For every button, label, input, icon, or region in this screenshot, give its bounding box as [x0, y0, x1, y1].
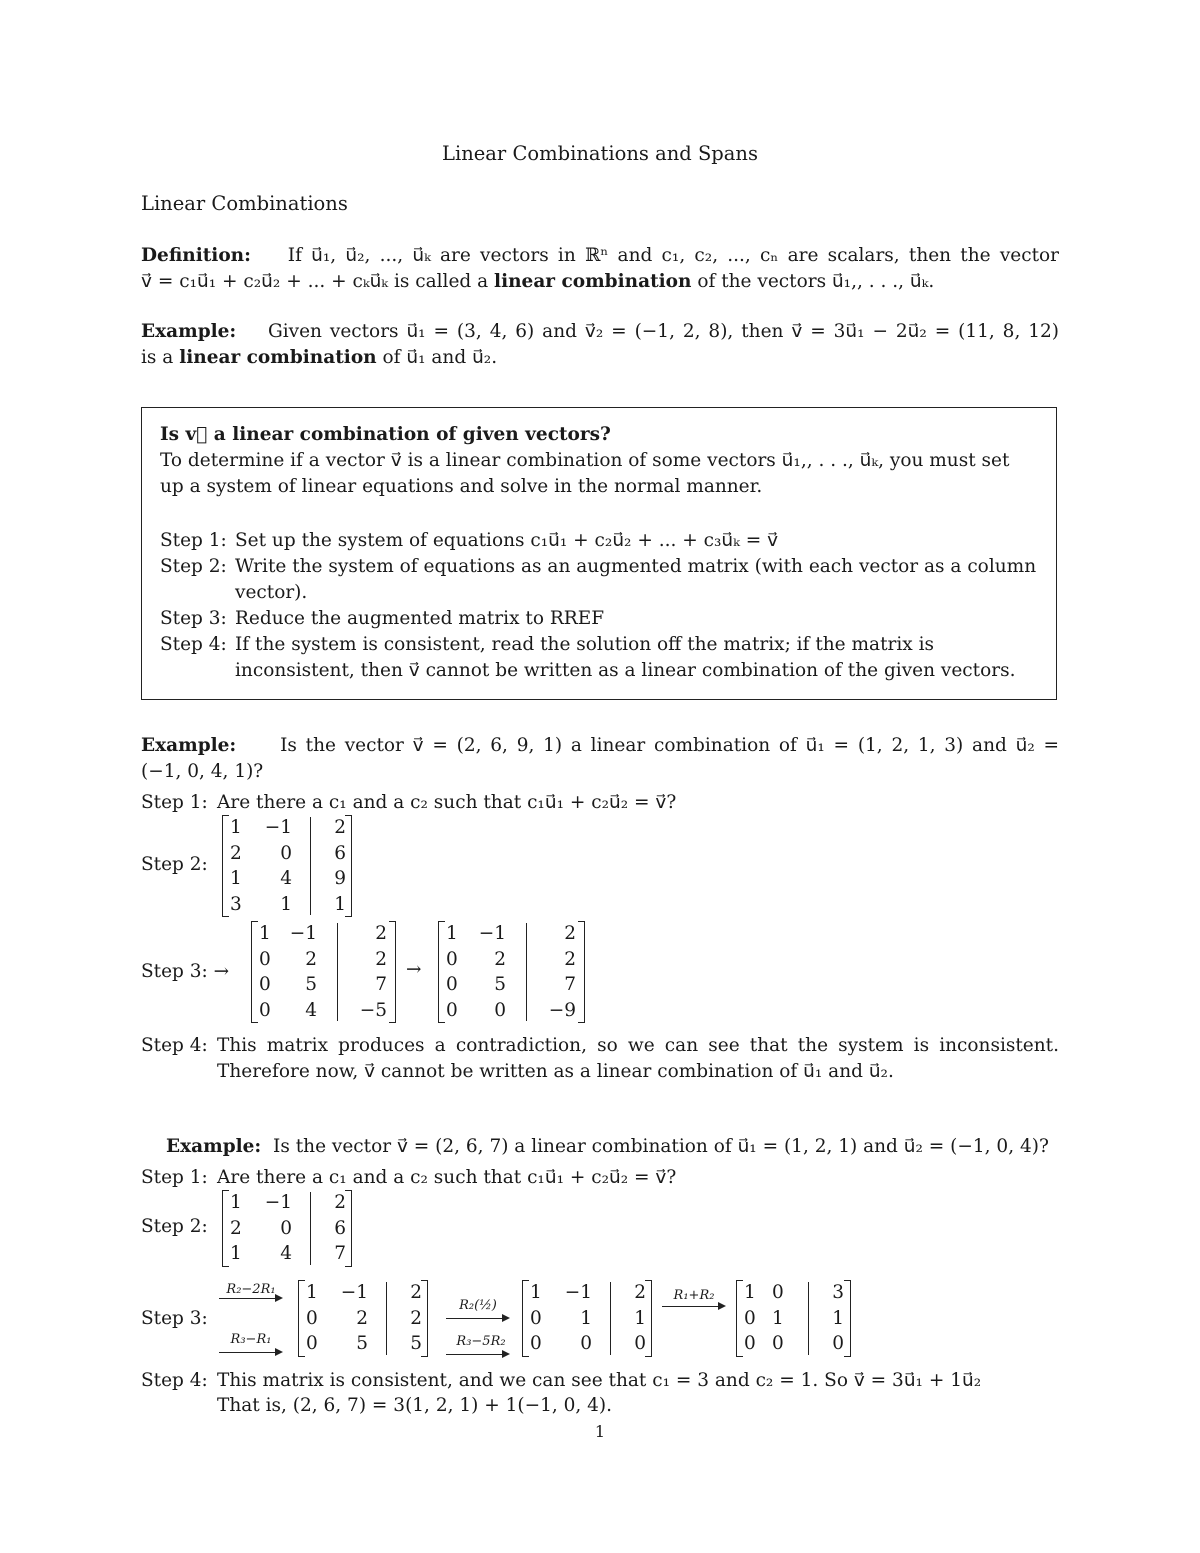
matrix-cell: 0: [446, 999, 458, 1021]
matrix-cell: 0: [634, 1333, 646, 1354]
matrix-right-bracket: [844, 1280, 851, 1357]
box-step4-label: Step 4:: [160, 634, 227, 655]
ex2-step1-text: Are there a c₁ and a c₂ such that c₁u⃗₁ + c₂u⃗₂ = v⃗?: [217, 792, 677, 813]
matrix-cell: 5: [356, 1333, 368, 1354]
ex2-step4-label: Step 4:: [141, 1035, 208, 1056]
ex2-step3-matrix-b: [438, 921, 585, 1023]
ex2-step3-arrow: →: [406, 959, 422, 980]
example2-line2: (−1, 0, 4, 1)?: [141, 761, 264, 782]
ex2-step3-label: Step 3: →: [141, 961, 230, 982]
matrix-cell: 2: [334, 1192, 346, 1213]
ex3-op1-bottom-label: R₃−R₁: [230, 1332, 272, 1347]
ex3-step4-line1: This matrix is consistent, and we can see that c₁ = 3 and c₂ = 1. So v⃗ = 3u⃗₁ + 1u⃗₂: [217, 1370, 982, 1391]
matrix-cell: 0: [446, 974, 458, 995]
definition-paragraph: [141, 243, 1059, 295]
matrix-cell: 0: [494, 999, 506, 1021]
matrix-cell: 0: [744, 1307, 756, 1329]
matrix-cell: 0: [744, 1333, 756, 1354]
ex2-step2-matrix: [222, 815, 352, 917]
matrix-cell: −5: [359, 999, 387, 1021]
box-intro-line2: up a system of linear equations and solve in the normal manner.: [160, 476, 763, 497]
matrix-cell: 2: [564, 948, 576, 970]
matrix-cell: 2: [305, 948, 317, 970]
matrix-cell: −1: [340, 1282, 368, 1303]
matrix-left-bracket: [522, 1280, 529, 1357]
matrix-right-bracket: [645, 1280, 652, 1357]
matrix-cell: −1: [564, 1282, 592, 1303]
matrix-cell: 5: [410, 1333, 422, 1354]
matrix-cell: 0: [280, 842, 292, 864]
matrix-left-bracket: [251, 921, 258, 1023]
matrix-cell: 1: [580, 1307, 592, 1329]
matrix-cell: 1: [230, 1243, 242, 1264]
matrix-cell: 5: [305, 974, 317, 995]
ex3-step4-label: Step 4:: [141, 1370, 208, 1391]
definition-line2b: of the vectors u⃗₁,, . . ., u⃗ₖ.: [697, 271, 935, 292]
box-step4-text: If the system is consistent, read the solution off the matrix; if the matrix is inconsistent, then v⃗ cannot be written as a linear combination of the given vectors.: [235, 634, 1016, 681]
matrix-right-bracket: [389, 921, 396, 1023]
matrix-cell: 9: [334, 868, 346, 889]
matrix-cell: 1: [772, 1307, 784, 1329]
matrix-cell: −1: [289, 923, 317, 944]
matrix-augment-bar: [386, 1282, 387, 1355]
example1-line2a: is a: [141, 347, 174, 368]
procedure-box: [141, 407, 1057, 700]
matrix-cell: 1: [446, 923, 458, 944]
matrix-cell: 6: [334, 842, 346, 864]
ex2-step4-text: This matrix produces a contradiction, so we can see that the system is inconsistent. Therefore now, v⃗ cannot be written as a linear combination of u⃗₁ and u⃗₂.: [217, 1035, 1059, 1082]
matrix-cell: 7: [334, 1243, 346, 1264]
matrix-cell: 1: [634, 1307, 646, 1329]
matrix-augment-bar: [310, 817, 311, 915]
matrix-cell: 7: [564, 974, 576, 995]
matrix-cell: −9: [548, 999, 576, 1021]
matrix-cell: 1: [230, 868, 242, 889]
box-step3-label: Step 3:: [160, 608, 227, 629]
matrix-cell: 0: [530, 1307, 542, 1329]
matrix-cell: 0: [259, 948, 271, 970]
example1-label: Example:: [141, 321, 237, 342]
matrix-cell: 2: [494, 948, 506, 970]
matrix-cell: 0: [530, 1333, 542, 1354]
example2-paragraph: [141, 733, 1059, 785]
example3-line1: Is the vector v⃗ = (2, 6, 7) a linear combination of u⃗₁ = (1, 2, 1) and u⃗₂ = (−1, 0, 4)?: [273, 1136, 1049, 1157]
definition-line2a: v⃗ = c₁u⃗₁ + c₂u⃗₂ + ... + cₖu⃗ₖ is called a: [141, 271, 489, 292]
matrix-left-bracket: [438, 921, 445, 1023]
matrix-cell: 1: [280, 893, 292, 915]
ex3-step2-label: Step 2:: [141, 1216, 208, 1237]
matrix-cell: 1: [530, 1282, 542, 1303]
matrix-right-bracket: [345, 815, 352, 917]
matrix-augment-bar: [808, 1282, 809, 1355]
example2-label: Example:: [141, 735, 237, 756]
matrix-right-bracket: [345, 1190, 352, 1267]
matrix-cell: 2: [356, 1307, 368, 1329]
matrix-cell: 2: [564, 923, 576, 944]
definition-label: Definition:: [141, 245, 251, 266]
matrix-cell: −1: [478, 923, 506, 944]
matrix-cell: 1: [306, 1282, 318, 1303]
matrix-right-bracket: [421, 1280, 428, 1357]
matrix-cell: 0: [259, 974, 271, 995]
matrix-cell: 1: [334, 893, 346, 915]
ex3-step2-matrix: [222, 1190, 352, 1267]
matrix-cell: 0: [772, 1333, 784, 1354]
matrix-cell: 4: [305, 999, 317, 1021]
matrix-left-bracket: [298, 1280, 305, 1357]
example2-line1: Is the vector v⃗ = (2, 6, 9, 1) a linear combination of u⃗₁ = (1, 2, 1, 3) and u⃗₂ =: [280, 735, 1059, 756]
example1-bold-term: linear combination: [179, 347, 377, 368]
ex3-step1-label: Step 1:: [141, 1167, 208, 1188]
definition-line1: If u⃗₁, u⃗₂, ..., u⃗ₖ are vectors in ℝⁿ and c₁, c₂, ..., cₙ are scalars, then the vector: [287, 245, 1059, 266]
example1-line1: Given vectors u⃗₁ = (3, 4, 6) and v⃗₂ = (−1, 2, 8), then v⃗ = 3u⃗₁ − 2u⃗₂ = (11, 8, 12): [267, 321, 1059, 342]
box-step1-text: Set up the system of equations c₁u⃗₁ + c₂u⃗₂ + ... + c₃u⃗ₖ = v⃗: [235, 530, 779, 551]
matrix-cell: 2: [375, 948, 387, 970]
example1-line2b: of u⃗₁ and u⃗₂.: [382, 347, 498, 368]
ex2-step1-label: Step 1:: [141, 792, 208, 813]
matrix-cell: 7: [375, 974, 387, 995]
matrix-cell: 4: [280, 1243, 292, 1264]
matrix-cell: 1: [832, 1307, 844, 1329]
matrix-cell: 1: [744, 1282, 756, 1303]
box-heading: Is v⃗ a linear combination of given vectors?: [160, 424, 611, 445]
page-title: Linear Combinations and Spans: [442, 142, 758, 165]
matrix-cell: 2: [334, 817, 346, 838]
matrix-cell: 0: [446, 948, 458, 970]
ex2-step2-label: Step 2:: [141, 854, 208, 875]
ex3-step3-matrix-c: [736, 1280, 851, 1357]
matrix-left-bracket: [222, 815, 229, 917]
matrix-cell: −1: [264, 817, 292, 838]
matrix-augment-bar: [526, 923, 527, 1021]
example1-paragraph: [141, 319, 1059, 371]
matrix-left-bracket: [222, 1190, 229, 1267]
page-number: 1: [594, 1422, 606, 1441]
ex3-op2-bottom-label: R₃−5R₂: [456, 1334, 506, 1349]
matrix-cell: 2: [230, 1217, 242, 1239]
matrix-augment-bar: [610, 1282, 611, 1355]
matrix-cell: 0: [259, 999, 271, 1021]
matrix-left-bracket: [736, 1280, 743, 1357]
matrix-cell: 0: [772, 1282, 784, 1303]
matrix-cell: 0: [306, 1333, 318, 1354]
matrix-cell: 3: [230, 893, 242, 915]
matrix-cell: 2: [410, 1282, 422, 1303]
matrix-right-bracket: [578, 921, 585, 1023]
ex3-step1-text: Are there a c₁ and a c₂ such that c₁u⃗₁ + c₂u⃗₂ = v⃗?: [217, 1167, 677, 1188]
matrix-cell: 0: [280, 1217, 292, 1239]
matrix-cell: 1: [230, 1192, 242, 1213]
matrix-cell: 6: [334, 1217, 346, 1239]
matrix-augment-bar: [310, 1192, 311, 1265]
matrix-cell: 0: [306, 1307, 318, 1329]
matrix-cell: 5: [494, 974, 506, 995]
matrix-cell: −1: [264, 1192, 292, 1213]
ex3-op1-top-label: R₂−2R₁: [226, 1282, 276, 1297]
matrix-cell: 0: [580, 1333, 592, 1354]
matrix-cell: 3: [832, 1282, 844, 1303]
section-heading: Linear Combinations: [141, 192, 348, 215]
matrix-cell: 2: [410, 1307, 422, 1329]
box-step2-text: Write the system of equations as an augmented matrix (with each vector as a column vector).: [235, 556, 1037, 603]
ex3-op2-top-label: R₂(½): [459, 1298, 497, 1313]
matrix-cell: 2: [375, 923, 387, 944]
matrix-cell: 2: [230, 842, 242, 864]
box-step3-text: Reduce the augmented matrix to RREF: [235, 608, 605, 629]
example3-heading: [166, 1134, 1049, 1160]
ex2-step3-matrix-a: [251, 921, 396, 1023]
matrix-cell: 1: [259, 923, 271, 944]
ex3-step4-line2: That is, (2, 6, 7) = 3(1, 2, 1) + 1(−1, 0, 4).: [217, 1395, 613, 1416]
box-step2-label: Step 2:: [160, 556, 227, 577]
matrix-cell: 4: [280, 868, 292, 889]
matrix-cell: 2: [634, 1282, 646, 1303]
matrix-cell: 0: [832, 1333, 844, 1354]
box-step1-label: Step 1:: [160, 530, 227, 551]
ex3-op3-top-label: R₁+R₂: [673, 1288, 715, 1303]
ex3-step3-label: Step 3:: [141, 1308, 208, 1329]
ex3-step3-matrix-a: [298, 1280, 428, 1357]
definition-bold-term: linear combination: [494, 271, 692, 292]
matrix-cell: 1: [230, 817, 242, 838]
matrix-augment-bar: [337, 923, 338, 1021]
ex3-step3-matrix-b: [522, 1280, 652, 1357]
example3-label: Example:: [166, 1136, 262, 1157]
box-intro-line1: To determine if a vector v⃗ is a linear combination of some vectors u⃗₁,, . . ., u⃗ₖ, you must set: [160, 450, 1010, 471]
